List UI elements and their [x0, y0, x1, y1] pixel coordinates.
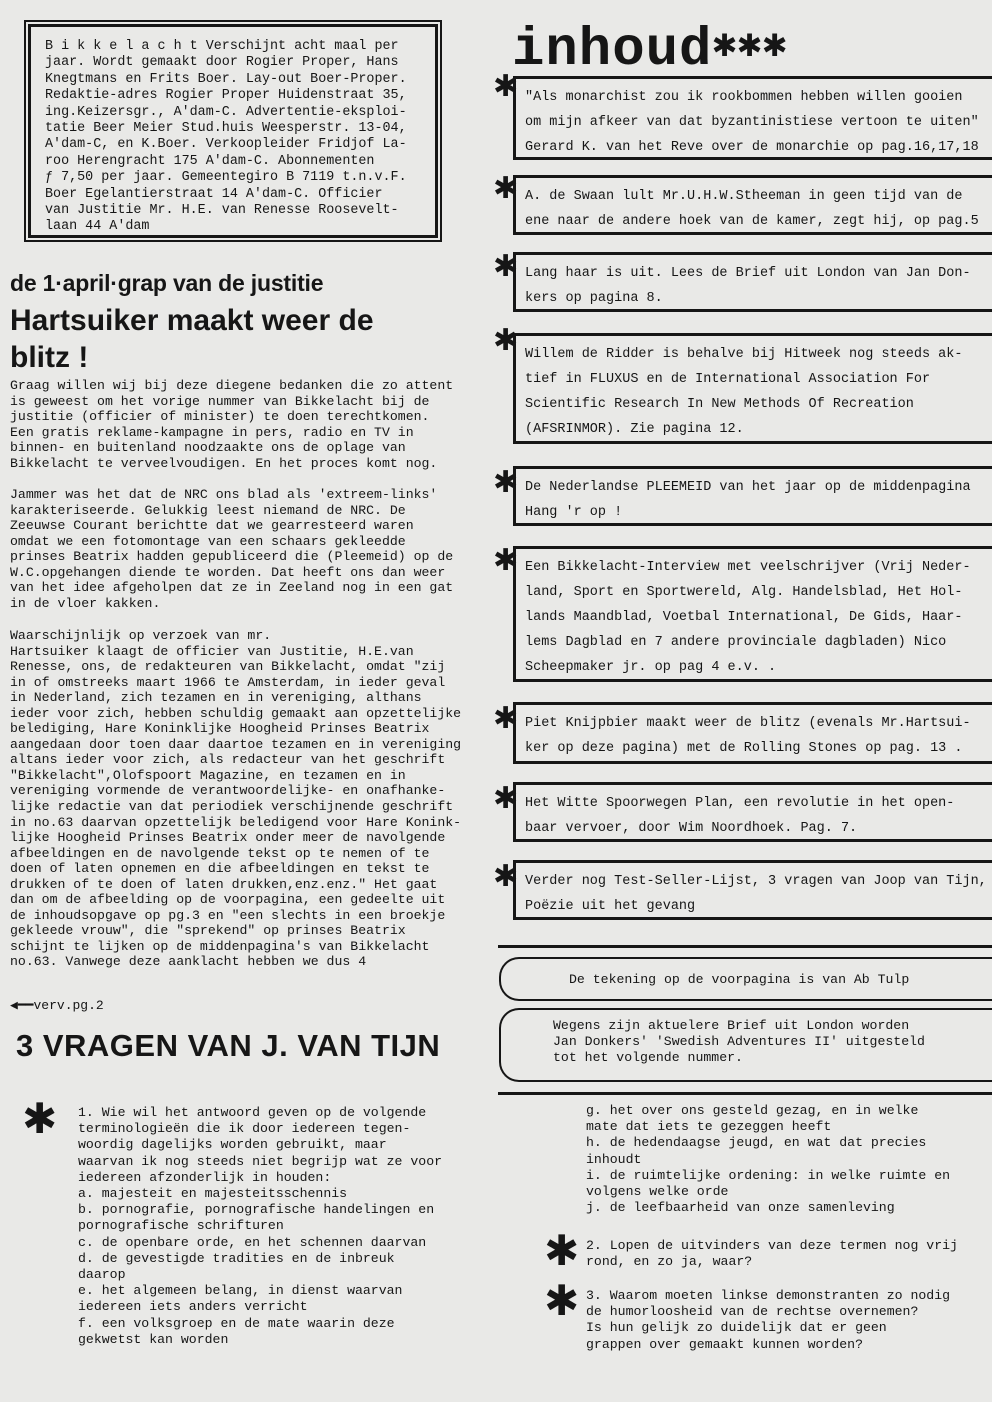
toc-item: "Als monarchist zou ik rookbommen hebben willen gooien om mijn afkeer van dat byzantinistiese vertoon te uiten" Gerard K. van het Reve over de monarchie op pag.16,17,18 — [513, 76, 992, 160]
arrow-left-icon: ◀━━ — [10, 998, 34, 1013]
divider — [498, 1092, 992, 1095]
asterisk-icon: ✱ — [493, 859, 519, 894]
cover-credit-note: De tekening op de voorpagina is van Ab Tulp — [499, 957, 992, 1001]
asterisk-icon: ✱ — [544, 1226, 580, 1275]
question-2: 2. Lopen de uitvinders van deze termen nog vrij rond, en zo ja, waar? — [586, 1238, 958, 1270]
asterisk-icon: ✱ — [493, 701, 519, 736]
asterisk-icon: ✱ — [493, 323, 519, 358]
colophon-box: B i k k e l a c h t Verschijnt acht maal per jaar. Wordt gemaakt door Rogier Proper, Hans Knegtmans en Frits Boer. Lay-out Boer-Proper. Redaktie-adres Rogier Proper Huidenstraat 35, ing.Keizersgr., A'dam-C. Advertentie-eksploi- tatie Beer Meier Stud.huis Weesperstr. 13-04, A'dam-C, en K.Boer. Verkoopleider Fridjof La- roo Herengracht 175 A'dam-C. Abonnementen ƒ 7,50 per jaar. Gemeentegiro B 7119 t.n.v.F. Boer Egelantierstraat 14 A'dam-C. Officier van Justitie Mr. H.E. van Renesse Roosevelt- laan 44 A'dam — [28, 24, 438, 238]
inhoud-title-text: inhoud — [512, 20, 713, 81]
continuation-text: verv.pg.2 — [33, 998, 104, 1013]
asterisk-icon: ✱ — [493, 781, 519, 816]
article-paragraph-1: Graag willen wij bij deze diegene bedanken die zo attent is geweest om het vorige nummer van Bikkelacht bij de justitie (officier of minister) te doen terechtkomen. Een gratis reklame-kampagne in pers, radio en TV in binnen- en buitenland noodzaakte ons de oplage van Bikkelacht te verveelvoudigen. En het proces komt nog. — [10, 378, 454, 471]
toc-item: Willem de Ridder is behalve bij Hitweek nog steeds ak- tief in FLUXUS en de International Association For Scientific Research In New Methods Of Recreation (AFSRINMOR). Zie pagina 12. — [513, 333, 992, 444]
toc-item: Verder nog Test-Seller-Lijst, 3 vragen van Joop van Tijn, Poëzie uit het gevang — [513, 860, 992, 920]
toc-item: De Nederlandse PLEEMEID van het jaar op de middenpagina Hang 'r op ! — [513, 466, 992, 526]
question-1-continued: g. het over ons gesteld gezag, en in welke mate dat iets te gezeggen heeft h. de hedendaagse jeugd, en wat dat precies inhoudt i. de ruimtelijke ordening: in welke ruimte en volgens welke orde j. de leefbaarheid van onze samenleving — [586, 1103, 951, 1216]
article-kicker: de 1·april·grap van de justitie — [10, 270, 324, 296]
toc-item: Een Bikkelacht-Interview met veelschrijver (Vrij Neder- land, Sport en Sportwereld, Alg. Handelsblad, Het Hol- lands Maandblad, Voetbal International, De Gids, Haar- lems Dagblad en 7 andere provinciale dagbladen) Nico Scheepmaker jr. op pag 4 e.v. . — [513, 546, 992, 682]
toc-item: Het Witte Spoorwegen Plan, een revolutie in het open- baar vervoer, door Wim Noordhoek. Pag. 7. — [513, 782, 992, 842]
asterisk-icon: ✱ — [544, 1276, 580, 1325]
vragen-title: 3 VRAGEN VAN J. VAN TIJN — [16, 1028, 441, 1063]
postponed-note: Wegens zijn aktuelere Brief uit London worden Jan Donkers' 'Swedish Adventures II' uitgesteld tot het volgende nummer. — [499, 1008, 992, 1082]
article-paragraph-3: Waarschijnlijk op verzoek van mr. Hartsuiker klaagt de officier van Justitie, H.E.van Renesse, ons, de redakteuren van Bikkelacht, omdat "zij in of omstreeks maart 1966 te Amsterdam, in ieder geval in Nederland, zich tezamen en in vereniging, althans ieder voor zich, hebben schuldig gemaakt aan opzettelijke belediging, Hare Koninklijke Hoogheid Prinses Beatrix aangedaan door toen daar daartoe tezamen en in vereniging altans ieder voor zich, als redacteur van het geschrift "Bikkelacht",Olofspoort Magazine, en tezamen en in vereniging vormende de verantwoordelijke- en onafhanke- lijke redactie van dat periodiek verschijnende geschrift in no.63 daarvan opzettelijk beledigend voor Hare Konink- lijke Hoogheid Prinses Beatrix onder meer de navolgende afbeeldingen en de navolgende tekst op te nemen of te doen of laten opnemen en die afbeeldingen en tekst te drukken of te doen of laten drukken,enz.enz." Het gaat dan om de afbeelding op de voorpagina, een gedeelte uit de inhoudsopgave op pg.3 en "een slechts in een broekje gekleede vrouw", die "sprekend" op prinses Beatrix schijnt te lijken op de middenpagina's van Bikkelacht no.63. Vanwege deze aanklacht hebben we dus 4 — [10, 628, 462, 970]
divider — [498, 945, 992, 948]
asterisk-icon: ✱ — [493, 69, 519, 104]
question-3: 3. Waarom moeten linkse demonstranten zo nodig de humorloosheid van de rechtse overnemen? Is hun gelijk zo duidelijk dat er geen grappen over gemaakt kunnen worden? — [586, 1288, 951, 1352]
article-headline: Hartsuiker maakt weer de blitz ! — [10, 304, 374, 374]
asterisk-icon: ✱ — [493, 465, 519, 500]
asterisk-icon: ✱ — [493, 543, 519, 578]
asterisk-icon: ✱ — [22, 1094, 58, 1143]
question-1: 1. Wie wil het antwoord geven op de volgende terminologieën die ik door iedereen tegen- woordig dagelijks worden gebruikt, maar waarvan ik nog steeds niet begrijp wat ze voor iedereen afzonderlijk in houden: a. majesteit en majesteitsschennis b. pornografie, pornografische handelingen en pornografische schrifturen c. de openbare orde, en het schennen daarvan d. de gevestigde tradities en de inbreuk daarop e. het algemeen belang, in dienst waarvan iedereen iets anders verricht f. een volksgroep en de mate waarin deze gekwetst kan worden — [78, 1105, 443, 1347]
toc-item: Piet Knijpbier maakt weer de blitz (evenals Mr.Hartsui- ker op deze pagina) met de Rolling Stones op pag. 13 . — [513, 702, 992, 764]
toc-item: Lang haar is uit. Lees de Brief uit London van Jan Don- kers op pagina 8. — [513, 252, 992, 312]
asterisk-icon: ✱ — [493, 249, 519, 284]
toc-item: A. de Swaan lult Mr.U.H.W.Stheeman in geen tijd van de ene naar de andere hoek van de kamer, zegt hij, op pag.5 — [513, 175, 992, 235]
asterisk-icon: ✱ — [493, 171, 519, 206]
article-paragraph-2: Jammer was het dat de NRC ons blad als 'extreem-links' karakteriseerde. Gelukkig leest niemand de NRC. De Zeeuwse Courant berichtte dat we gearresteerd waren omdat we een fotomontage van een schaars gekleedde prinses Beatrix hadden gepubliceerd die (Pleemeid) op de W.C.opgehangen diende te worden. Dat heeft ons dan weer van het idee afgeholpen dat ze in Zeeland nog in een gat in de vloer kakken. — [10, 487, 454, 611]
continuation-note — [10, 998, 104, 1013]
inhoud-title — [512, 14, 982, 84]
asterisk-icon: ✱✱✱ — [712, 24, 788, 69]
